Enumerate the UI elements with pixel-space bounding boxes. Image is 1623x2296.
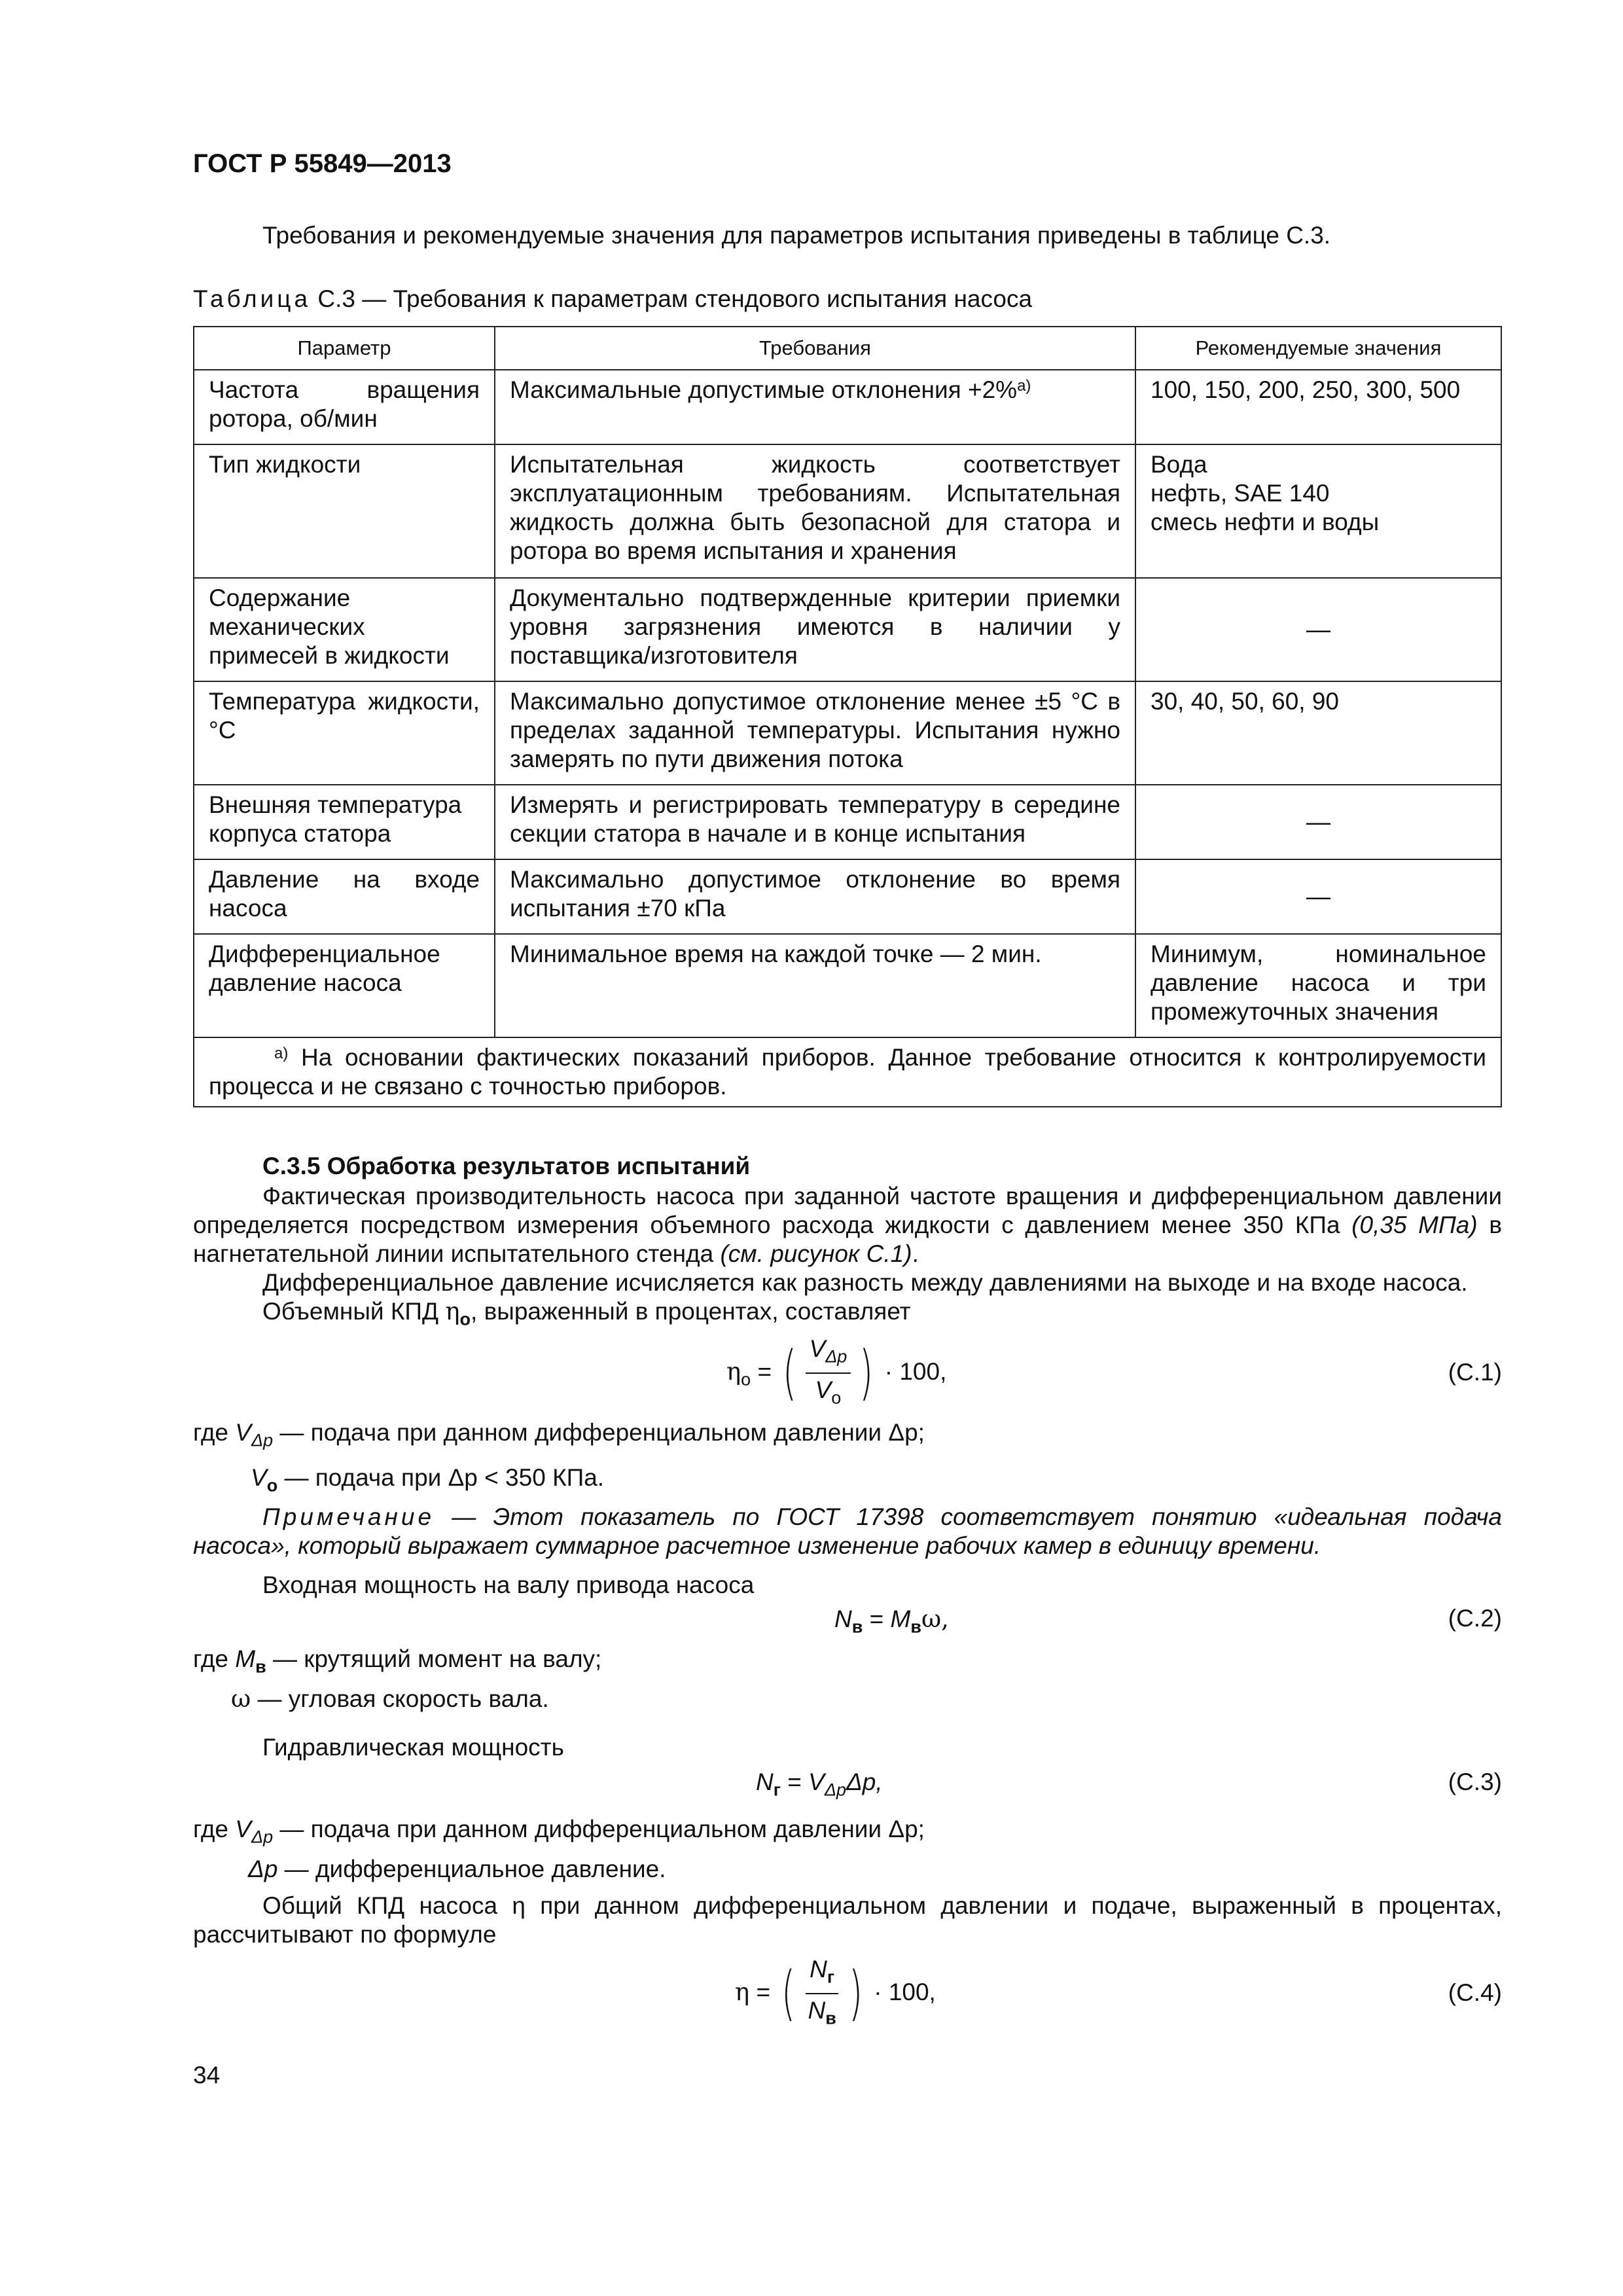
cell-rec: — (1135, 859, 1501, 934)
formula-c3-body: $N_г = V_{\Delta p}\Delta p$, (756, 1768, 883, 1800)
paragraph-2: Дифференциальное давление исчисляется как разность между давлениями на выходе и на входе насоса. (262, 1269, 1468, 1296)
cell-req: Максимально допустимое отклонение менее ±5 °С в пределах заданной температуры. Испытания нужно замерять по пути движения потока (495, 681, 1135, 785)
table-row (194, 444, 1501, 578)
p1-period: . (912, 1240, 919, 1267)
definitions-c2 (193, 1643, 601, 1715)
definition-item: ω — угловая скорость вала. (231, 1685, 549, 1713)
f1-den-sub: о (831, 1388, 842, 1408)
f4-lhs: η (735, 1978, 750, 2007)
formula-number-c1: (С.1) (1448, 1359, 1502, 1386)
definition-item: Δp — дифференциальное давление. (248, 1856, 666, 1883)
cell-rec: 100, 150, 200, 250, 300, 500 (1135, 370, 1501, 444)
table-row (194, 934, 1501, 1037)
table-header-row (194, 327, 1501, 370)
cell-rec: Минимум, номинальное давление насоса и три промежуточных значения (1135, 934, 1501, 1037)
formula-c4-body: η = ( $\frac{N_г}{N_в}$ ) · 100, (735, 1953, 936, 2035)
header-param: Параметр (194, 327, 495, 370)
definitions-c1 (193, 1414, 925, 1505)
table-row (194, 859, 1501, 934)
paragraph-6: Общий КПД насоса η при данном дифференциальном давлении и подаче, выраженный в процентах, рассчитывают по формуле (193, 1892, 1502, 1948)
cell-rec: — (1135, 785, 1501, 859)
cell-param: Содержание механических примесей в жидкости (194, 578, 495, 681)
formula-number-c3: (С.3) (1448, 1768, 1502, 1795)
cell-req: Документально подтвержденные критерии приемки уровня загрязнения имеются в наличии у поставщика/изготовителя (495, 578, 1135, 681)
paragraph-4: Входная мощность на валу привода насоса (262, 1571, 755, 1598)
note-prefix: Примечание (262, 1503, 435, 1530)
table-caption-text: С.3 — Требования к параметрам стендового испытания насоса (311, 285, 1033, 312)
f4-tail: · 100, (874, 1979, 936, 2006)
cell-req: Измерять и регистрировать температуру в середине секции статора в начале и в конце испытания (495, 785, 1135, 859)
footnote-mark: а) (274, 1045, 289, 1062)
page-number: 34 (193, 2062, 221, 2089)
table-caption (193, 285, 1032, 313)
cell-req-text: Максимальные допустимые отклонения +2% (510, 376, 1018, 403)
table-row (194, 370, 1501, 444)
paragraph-3 (193, 1297, 1502, 1333)
f1-num: V (809, 1335, 826, 1362)
table-footnote (194, 1037, 1501, 1107)
footnote-text: На основании фактических показаний приборов. Данное требование относится к контролируемости процесса и не связано с точностью приборов. (209, 1044, 1486, 1100)
cell-rec: 30, 40, 50, 60, 90 (1135, 681, 1501, 785)
f1-lhs: η (726, 1357, 741, 1386)
p1-figure-ref: (см. рисунок С.1) (720, 1240, 912, 1267)
f4-fraction: $\frac{N_г}{N_в}$ (804, 1953, 840, 2035)
formula-number-c2: (С.2) (1448, 1605, 1502, 1632)
note (193, 1503, 1502, 1560)
table-caption-prefix: Таблица (193, 285, 312, 312)
cell-param: Частота вращения ротора, об/мин (194, 370, 495, 444)
table-row (194, 681, 1501, 785)
header-req: Требования (495, 327, 1135, 370)
definition-item: где $V_{\Delta p}$ — подача при данном дифференциальном давлении Δp; (193, 1419, 925, 1450)
f1-fraction (806, 1333, 851, 1414)
note-text: — Этот показатель по ГОСТ 17398 соответствует понятию «идеальная подача насоса», который выражает суммарное расчетное изменение рабочих камер в единицу времени. (193, 1503, 1502, 1559)
definition-item: где $V_{\Delta p}$ — подача при данном дифференциальном давлении Δp; (193, 1816, 925, 1847)
cell-rec: Вода нефть, SAE 140 смесь нефти и воды (1135, 444, 1501, 578)
cell-rec: — (1135, 578, 1501, 681)
cell-req (495, 370, 1135, 444)
cell-req: Минимальное время на каждой точке — 2 мин. (495, 934, 1135, 1037)
cell-param: Температура жидкости, °С (194, 681, 495, 785)
cell-param: Дифференциальное давление насоса (194, 934, 495, 1037)
p1-text-2: в нагнетательной линии испытательного стенда (193, 1211, 1502, 1267)
formula-number-c4: (С.4) (1448, 1979, 1502, 2006)
p1-text: Фактическая производительность насоса при заданной частоте вращения и дифференциальном давлении определяется посредством измерения объемного расхода жидкости с давлением менее 350 КПа (193, 1183, 1502, 1238)
cell-param: Тип жидкости (194, 444, 495, 578)
f1-tail: · 100, (884, 1358, 947, 1386)
definitions-c3 (193, 1813, 925, 1886)
paragraph-5: Гидравлическая мощность (262, 1734, 564, 1761)
formula-c1-body: $\eta_о$ = ( $\frac{V_{\Delta p}}{V_о}$ ) · 100, (726, 1333, 946, 1414)
definition-item: $V_о$ — подача при Δp < 350 КПа. (251, 1464, 605, 1496)
p3-text: Объемный КПД (262, 1298, 446, 1325)
eta-subscript: о (459, 1309, 471, 1329)
cell-param: Внешняя температура корпуса статора (194, 785, 495, 859)
f1-lhs-sub: о (741, 1369, 751, 1390)
eta-symbol: η (445, 1297, 460, 1325)
p1-italic-mpa: (0,35 МПа) (1351, 1211, 1478, 1238)
p3-text-2: , выраженный в процентах, составляет (471, 1298, 911, 1325)
cell-req: Максимально допустимое отклонение во время испытания ±70 кПа (495, 859, 1135, 934)
formula-c2-body: $N_в = M_в\omega$, (834, 1605, 949, 1637)
table-row (194, 578, 1501, 681)
header-rec: Рекомендуемые значения (1135, 327, 1501, 370)
cell-req: Испытательная жидкость соответствует эксплуатационным требованиям. Испытательная жидкость должна быть безопасной для статора и ротора во время испытания и хранения (495, 444, 1135, 578)
table-row (194, 785, 1501, 859)
paragraph-1 (193, 1182, 1502, 1268)
section-title: С.3.5 Обработка результатов испытаний (262, 1153, 751, 1179)
definition-item: где $M_в$ — крутящий момент на валу; (193, 1645, 602, 1677)
intro-paragraph: Требования и рекомендуемые значения для параметров испытания приведены в таблице С.3. (262, 222, 1331, 249)
cell-param: Давление на входе насоса (194, 859, 495, 934)
requirements-table (193, 326, 1502, 1107)
table-footnote-row (194, 1037, 1501, 1107)
f1-den: V (815, 1376, 832, 1404)
f1-num-sub: Δp (825, 1346, 847, 1367)
footnote-ref: а) (1017, 377, 1031, 395)
document-header: ГОСТ Р 55849—2013 (193, 149, 452, 178)
